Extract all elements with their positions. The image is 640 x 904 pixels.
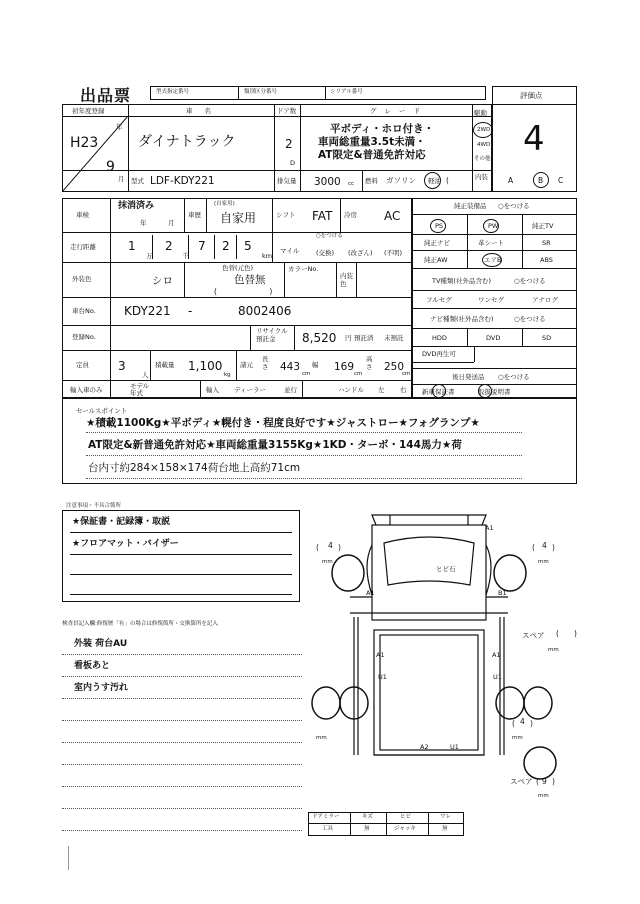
steering-right: 右 xyxy=(400,386,407,394)
mileage-exchange: (交換) xyxy=(316,249,335,257)
tv-fullseg: フルセグ xyxy=(426,296,452,304)
mileage-unit-km: km xyxy=(262,252,273,260)
tv-title: TV種類(社外品含む) xyxy=(432,277,491,285)
recycle-amount: 8,520 xyxy=(302,331,337,345)
sales-line-2: AT限定&新普通免許対応★車両総重量3155Kg★1KD・ターボ・144馬力★荷 xyxy=(88,439,462,451)
interior-a: A xyxy=(508,176,514,185)
sales-label: セールスポイント xyxy=(76,407,128,415)
equip-pw: PW xyxy=(488,222,499,230)
equip-ps: PS xyxy=(435,222,444,230)
interior-b-circle xyxy=(533,172,549,188)
tv-note: ○をつける xyxy=(514,277,546,285)
mileage-digit-1: 1 xyxy=(128,239,136,253)
extras-warranty-circle xyxy=(432,384,446,398)
steering-label: ハンドル xyxy=(338,386,364,394)
recycle-unpaid: 未預託 xyxy=(384,334,404,342)
grade-label: グレード xyxy=(370,107,428,115)
spare-mm: mm xyxy=(538,793,549,799)
diagram-windshield-mark: ヒビ石 xyxy=(436,565,456,573)
equip-abs: ABS xyxy=(540,256,553,264)
grade-line-2: 車両総重量3.5t未満・ xyxy=(318,136,426,148)
mileage-attach-note: ○をつける xyxy=(316,233,343,239)
fuel-gasoline: ガソリン xyxy=(386,176,416,185)
legend-header-4: ワレ xyxy=(440,814,452,820)
grade-line-1: 平ボディ・ホロ付き・ xyxy=(330,123,435,135)
legend-value-1: 工具 xyxy=(322,826,334,832)
inspection-year-unit: 年 xyxy=(140,219,147,227)
fuel-label: 燃料 xyxy=(365,177,378,185)
equip-navi: 純正ナビ xyxy=(424,239,450,247)
mileage-digit-2: 2 xyxy=(165,239,173,253)
vehicle-diagram xyxy=(310,505,580,800)
shift-value: FAT xyxy=(312,209,333,223)
drive-4wd: 4WD xyxy=(477,142,491,148)
diagram-mark-a2: A2 xyxy=(420,743,429,751)
registration-label: 登録No. xyxy=(72,333,96,341)
legend-value-4: 無 xyxy=(442,826,448,832)
diagram-mark-u1-bed-l: U1 xyxy=(378,673,387,681)
usage-note: (自家用) xyxy=(214,201,235,207)
car-name: ダイナトラック xyxy=(138,134,236,150)
recycle-paid: 預託済 xyxy=(354,334,374,342)
diagram-mark-u1-bed-r: U1 xyxy=(493,673,502,681)
load-label: 積載量 xyxy=(155,361,175,369)
extras-title: 後日発送品 xyxy=(452,373,485,381)
steering-left: 左 xyxy=(378,386,385,394)
inspector-label: 検査員記入欄:修復歴「有」の場合は修復箇所・交換箇所を記入 xyxy=(62,621,218,627)
drive-other: その他 xyxy=(474,156,491,162)
color-change-label: 色替(元色) xyxy=(222,264,254,272)
equip-sr: SR xyxy=(542,239,551,247)
tire-fl-mm: mm xyxy=(322,559,333,565)
frame-model: KDY221 xyxy=(124,304,171,318)
navi-note: ○をつける xyxy=(514,315,546,323)
dims-label: 諸元 xyxy=(240,361,253,369)
extras-manual-circle xyxy=(478,384,492,398)
color-change-paren: ( ) xyxy=(214,287,273,296)
serial-label: シリアル番号 xyxy=(330,89,363,95)
extras-manual: 取扱説明書 xyxy=(478,388,511,396)
grade-line-3: AT限定&普通免許対応 xyxy=(318,149,426,161)
diagram-mark-u1-rear: U1 xyxy=(450,743,459,751)
mileage-label: 走行距離 xyxy=(70,243,96,251)
equip-ps-circle xyxy=(430,219,446,233)
navi-title: ナビ種類(社外品含む) xyxy=(430,315,494,323)
seats-label: 定員 xyxy=(76,361,89,369)
tv-oneseg: ワンセグ xyxy=(478,296,504,304)
equip-tv: 純正TV xyxy=(532,222,554,230)
inspector-line-1: 外装 荷台AU xyxy=(74,639,128,649)
car-name-label: 車名 xyxy=(186,107,223,115)
equip-airbag-circle xyxy=(482,253,502,267)
legend-header-1: ドアミラー xyxy=(312,814,340,820)
ac-label: 冷房 xyxy=(344,211,357,219)
navi-dvd: DVD xyxy=(486,334,501,342)
seats-value: 3 xyxy=(118,359,126,373)
equipment-title: 純正装備品 xyxy=(454,202,487,210)
inspection-label: 車検 xyxy=(76,211,89,219)
seats-unit: 人 xyxy=(142,371,149,379)
recycle-unit: 円 xyxy=(345,334,352,342)
width-unit: cm xyxy=(354,371,363,377)
extras-warranty: 新車保証書 xyxy=(422,388,455,396)
tire-fr-close: ) xyxy=(552,543,555,552)
tire-fr-value: 4 xyxy=(542,541,547,550)
mileage-digit-3: 7 xyxy=(198,239,206,253)
width-label: 幅 xyxy=(312,361,319,369)
first-reg-month: 9 xyxy=(106,159,115,175)
spare-label-top: スペア xyxy=(522,631,545,640)
equip-aw: 純正AW xyxy=(424,256,448,264)
height-unit: cm xyxy=(402,371,411,377)
exterior-color-label: 外装色 xyxy=(72,275,92,283)
equipment-note: ○をつける xyxy=(498,202,530,210)
import-import: 輸入 xyxy=(206,386,219,394)
legend-header-2: キズ xyxy=(362,814,373,820)
first-reg-era-year: H23 xyxy=(70,135,99,151)
vehicle-details-block xyxy=(62,198,412,398)
frame-label: 車台No. xyxy=(72,307,96,315)
usage-label: 車歴 xyxy=(188,211,201,219)
year-unit: 年 xyxy=(116,123,123,131)
interior-color-label: 内装色 xyxy=(340,272,353,289)
interior-c: C xyxy=(558,176,564,185)
tire-rr-close: ) xyxy=(530,719,533,728)
spare-label: スペア xyxy=(510,777,533,786)
model-code-label: 型式指定番号 xyxy=(156,89,190,95)
legend-header-3: ヒビ xyxy=(400,814,412,820)
spare-top-open: ( xyxy=(556,629,559,638)
mileage-unknown: (不明) xyxy=(384,249,403,257)
mileage-tampered: (改ざん) xyxy=(348,249,373,257)
width-value: 169 xyxy=(334,361,355,373)
tire-fl-open: ( xyxy=(316,543,319,552)
equip-pw-circle xyxy=(483,219,499,233)
model-code: LDF-KDY221 xyxy=(150,175,215,187)
navi-sd: SD xyxy=(542,334,552,342)
inspection-month-unit: 月 xyxy=(168,219,175,227)
tire-rr-value: 4 xyxy=(520,717,525,726)
month-unit: 月 xyxy=(118,175,125,183)
fuel-paren: ( xyxy=(446,176,449,185)
color-no-label: カラーNo. xyxy=(288,265,319,273)
import-parallel: 並行 xyxy=(284,386,297,394)
length-unit: cm xyxy=(302,371,311,377)
first-reg-divider xyxy=(62,116,128,192)
drive-label: 駆動 xyxy=(474,109,487,117)
score-value: 4 xyxy=(523,119,545,159)
spare-open: ( xyxy=(536,777,539,786)
tire-fl-value: 4 xyxy=(328,541,333,550)
fuel-diesel: 軽油 xyxy=(428,177,441,185)
load-value: 1,100 xyxy=(188,359,223,373)
mileage-digit-4: 2 xyxy=(222,239,230,253)
displacement: 3000 xyxy=(314,176,341,188)
notes-label: 注意事項・不具合箇所 xyxy=(66,503,122,509)
mileage-mile: マイル xyxy=(280,247,300,255)
mileage-unit-sen: 千 xyxy=(182,252,189,260)
model-year-label: モデル年式 xyxy=(130,382,150,398)
diagram-mark-a1-top: A1 xyxy=(485,524,494,532)
length-label: 長さ xyxy=(262,355,269,371)
usage-value: 自家用 xyxy=(220,211,257,225)
first-reg-label: 初年度登録 xyxy=(72,107,105,115)
inspector-line-2: 看板あと xyxy=(74,661,111,671)
spare-top-close: ) xyxy=(574,629,577,638)
frame-number: 8002406 xyxy=(238,304,292,318)
model-label: 型式 xyxy=(131,177,144,185)
tire-rr-open: ( xyxy=(512,719,515,728)
extras-note: ○をつける xyxy=(498,373,530,381)
height-label: 高さ xyxy=(366,355,373,371)
drive-2wd: 2WD xyxy=(477,127,491,133)
frame-dash: - xyxy=(188,304,193,318)
inspector-line-3: 室内うす汚れ xyxy=(74,683,129,693)
sales-line-3: 台内寸約284×158×174荷台地上高約71cm xyxy=(88,462,301,474)
shift-label: シフト xyxy=(276,211,296,219)
header-code-strip xyxy=(150,86,486,100)
length-value: 443 xyxy=(280,361,301,373)
interior-label: 内装 xyxy=(475,173,488,181)
notes-line-1: ★保証書・記録簿・取説 xyxy=(72,517,171,527)
equip-leather: 革シート xyxy=(478,239,504,247)
tire-rl-mm: mm xyxy=(316,735,327,741)
mileage-unit-man: 万 xyxy=(146,252,153,260)
form-title: 出品票 xyxy=(80,86,132,105)
tire-fr-open: ( xyxy=(532,543,535,552)
color-change-value: 色替無 xyxy=(234,274,266,286)
tire-rr-mm: mm xyxy=(512,735,523,741)
inspection-status: 抹消済み xyxy=(118,201,155,211)
category-label: 類別区分番号 xyxy=(244,89,278,95)
legend-value-2: 無 xyxy=(364,826,370,832)
ac-value: AC xyxy=(384,209,401,223)
spare-top-mm: mm xyxy=(548,647,559,653)
spare-close: ) xyxy=(552,777,555,786)
displacement-label: 排気量 xyxy=(277,177,297,185)
door-label: ドア数 xyxy=(277,107,297,115)
doors: 2 xyxy=(285,137,293,151)
mileage-digit-5: 5 xyxy=(244,239,252,253)
tv-analog: アナログ xyxy=(532,296,558,304)
exterior-color: シロ xyxy=(152,275,173,287)
diagram-mark-a1-left: A1 xyxy=(366,589,375,597)
spare-value: 9 xyxy=(542,777,547,786)
navi-hdd: HDD xyxy=(432,334,447,342)
diagram-mark-a1-bed-r: A1 xyxy=(492,651,501,659)
diagram-mark-b1: B1 xyxy=(498,589,507,597)
tire-fr-mm: mm xyxy=(538,559,549,565)
notes-line-2: ★フロアマット・バイザー xyxy=(72,539,179,549)
drive-2wd-circle xyxy=(473,122,493,138)
height-value: 250 xyxy=(384,361,405,373)
import-dealer: ディーラー xyxy=(234,386,266,394)
displacement-unit: cc xyxy=(348,181,355,187)
navi-dvd-play: DVD再生可 xyxy=(422,350,456,358)
door-unit: D xyxy=(290,159,296,167)
legend-value-3: ジャッキ xyxy=(394,826,416,832)
sales-line-1: ★積載1100Kg★平ボディ★幌付き・程度良好です★ジャストロー★フォグランプ★ xyxy=(86,417,480,429)
equip-airbag: エアB xyxy=(484,256,502,264)
fuel-diesel-circle xyxy=(424,172,441,189)
interior-b: B xyxy=(538,176,544,185)
tire-fl-close: ) xyxy=(338,543,341,552)
score-label: 評価点 xyxy=(520,91,543,100)
load-unit: kg xyxy=(224,372,231,378)
import-label: 輸入車のみ xyxy=(70,386,103,394)
recycle-label: リサイクル預託金 xyxy=(256,327,288,344)
diagram-mark-a1-bed-l: A1 xyxy=(376,651,385,659)
